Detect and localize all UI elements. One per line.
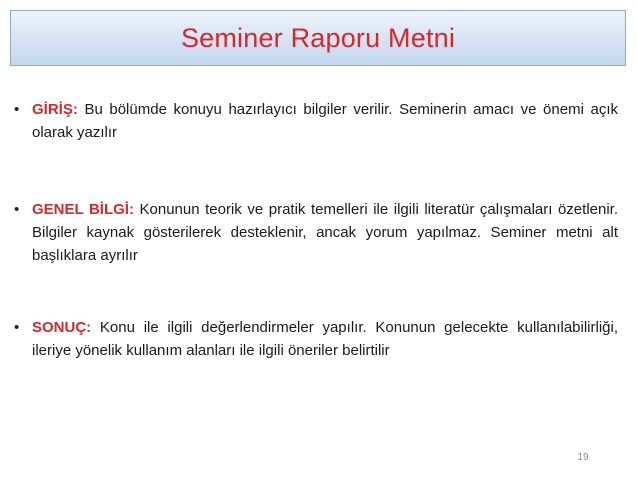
page-number: 19: [577, 452, 589, 463]
bullet-body: Konunun teorik ve pratik temelleri ile ilgili literatür çalışmaları özetlenir. Bilgiler kaynak gösterilerek desteklenir, ancak yorum yapılmaz. Seminer metni alt başlıklara ayrılır: [32, 201, 619, 264]
bullet-lead: GENEL BİLGİ:: [32, 201, 134, 218]
bullet-dot-icon: •: [14, 319, 20, 336]
bullet-dot-icon: •: [14, 101, 20, 118]
bullet-lead: SONUÇ:: [32, 319, 92, 336]
bullet-genel-bilgi: [14, 198, 618, 267]
bullet-giris: [14, 98, 618, 144]
bullet-sonuc: [14, 316, 618, 362]
bullet-lead: GİRİŞ:: [32, 101, 78, 118]
slide-title: Seminer Raporu Metni: [180, 22, 456, 53]
bullet-dot-icon: •: [14, 201, 20, 218]
bullet-text: [32, 316, 618, 362]
bullet-text: [32, 198, 618, 267]
bullet-body: Konu ile ilgili değerlendirmeler yapılır. Konunun gelecekte kullanılabilirliği, ileriye yönelik kullanım alanları ile ilgili öneriler belirtilir: [32, 319, 619, 359]
title-banner: [10, 10, 626, 66]
bullet-body: Bu bölümde konuyu hazırlayıcı bilgiler verilir. Seminerin amacı ve önemi açık olarak yazılır: [32, 101, 618, 141]
bullet-text: [32, 98, 618, 144]
